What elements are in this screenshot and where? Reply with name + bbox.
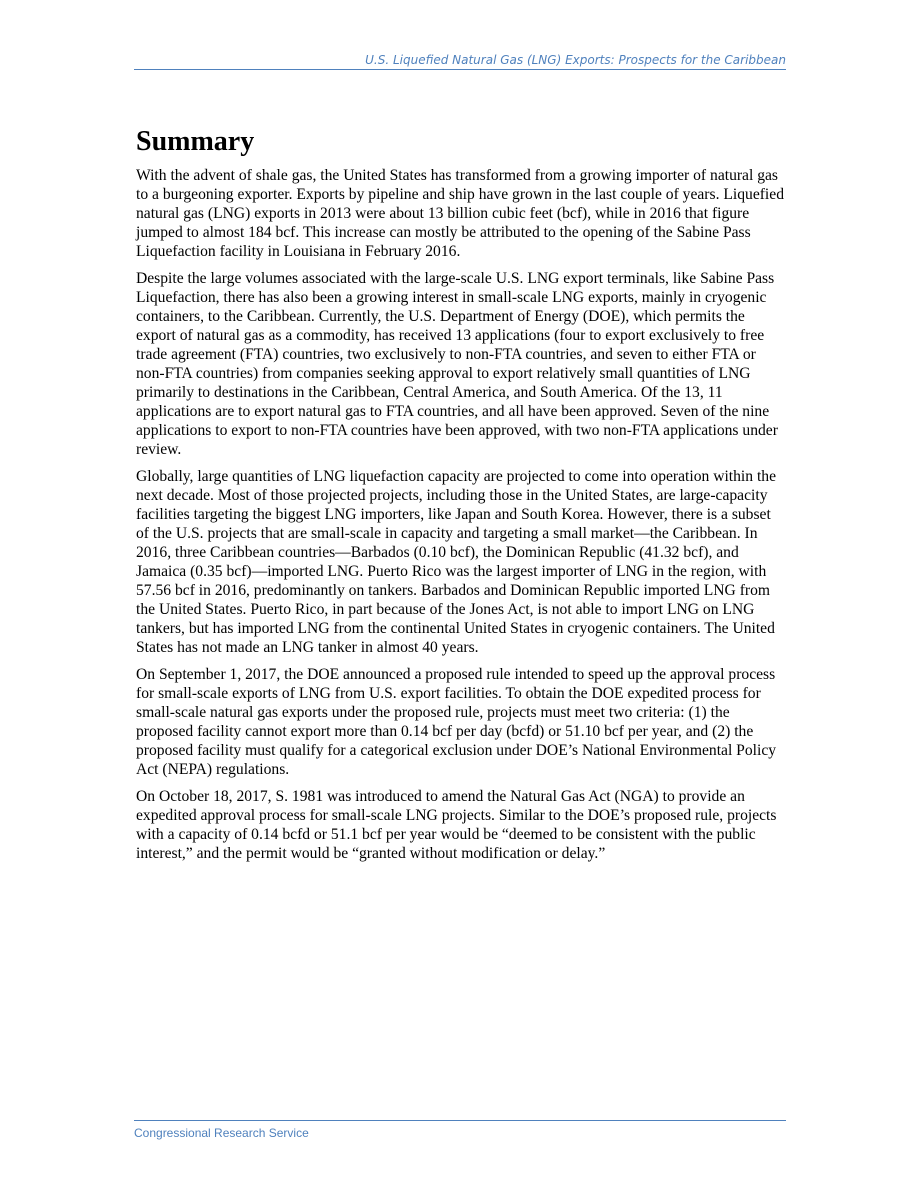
paragraph-1: With the advent of shale gas, the United States has transformed from a growing importer of natural gas to a burgeoning exporter. Exports by pipeline and ship have grown in the last couple of years. Liquefied natural gas (LNG) exports in 2013 were about 13 billion cubic feet (bcf), while in 2016 that figure jumped to almost 184 bcf. This increase can mostly be attributed to the opening of the Sabine Pass Liquefaction facility in Louisiana in February 2016.: [136, 167, 784, 260]
paragraph-2: Despite the large volumes associated with the large-scale U.S. LNG export terminals, like Sabine Pass Liquefaction, there has also been a growing interest in small-scale LNG exports, mainly in cryogenic containers, to the Caribbean. Currently, the U.S. Department of Energy (DOE), which permits the export of natural gas as a commodity, has received 13 applications (four to export exclusively to free trade agreement (FTA) countries, two exclusively to non-FTA countries, and seven to either FTA or non-FTA countries) from companies seeking approval to export relatively small quantities of LNG primarily to destinations in the Caribbean, Central America, and South America. Of the 13, 11 applications are to export natural gas to FTA countries, and all have been approved. Seven of the nine applications to export to non-FTA countries have been approved, with two non-FTA applications under review.: [136, 270, 778, 458]
running-title: U.S. Liquefied Natural Gas (LNG) Exports: Prospects for the Caribbean: [365, 53, 786, 67]
section-heading: Summary: [136, 126, 255, 157]
paragraph-3: Globally, large quantities of LNG liquefaction capacity are projected to come into operation within the next decade. Most of those projected projects, including those in the United States, are large-capacity facilities targeting the biggest LNG importers, like Japan and South Korea. However, there is a subset of the U.S. projects that are small-scale in capacity and targeting a small market—the Caribbean. In 2016, three Caribbean countries—Barbados (0.10 bcf), the Dominican Republic (41.32 bcf), and Jamaica (0.35 bcf)—imported LNG. Puerto Rico was the largest importer of LNG in the region, with 57.56 bcf in 2016, predominantly on tankers. Barbados and Dominican Republic imported LNG from the United States. Puerto Rico, in part because of the Jones Act, is not able to import LNG on LNG tankers, but has imported LNG from the continental United States in cryogenic containers. The United States has not made an LNG tanker in almost 40 years.: [136, 468, 776, 656]
page-header: [134, 53, 786, 70]
document-body: [136, 124, 786, 871]
page-footer: [134, 1120, 786, 1142]
footer-text: Congressional Research Service: [134, 1126, 309, 1140]
paragraph-4: On September 1, 2017, the DOE announced a proposed rule intended to speed up the approval process for small-scale exports of LNG from U.S. export facilities. To obtain the DOE expedited process for small-scale natural gas exports under the proposed rule, projects must meet two criteria: (1) the proposed facility cannot export more than 0.14 bcf per day (bcfd) or 51.10 bcf per year, and (2) the proposed facility must qualify for a categorical exclusion under DOE’s National Environmental Policy Act (NEPA) regulations.: [136, 666, 777, 778]
paragraph-5: On October 18, 2017, S. 1981 was introduced to amend the Natural Gas Act (NGA) to provide an expedited approval process for small-scale LNG projects. Similar to the DOE’s proposed rule, projects with a capacity of 0.14 bcfd or 51.1 bcf per year would be “deemed to be consistent with the public interest,” and the permit would be “granted without modification or delay.”: [136, 788, 777, 862]
